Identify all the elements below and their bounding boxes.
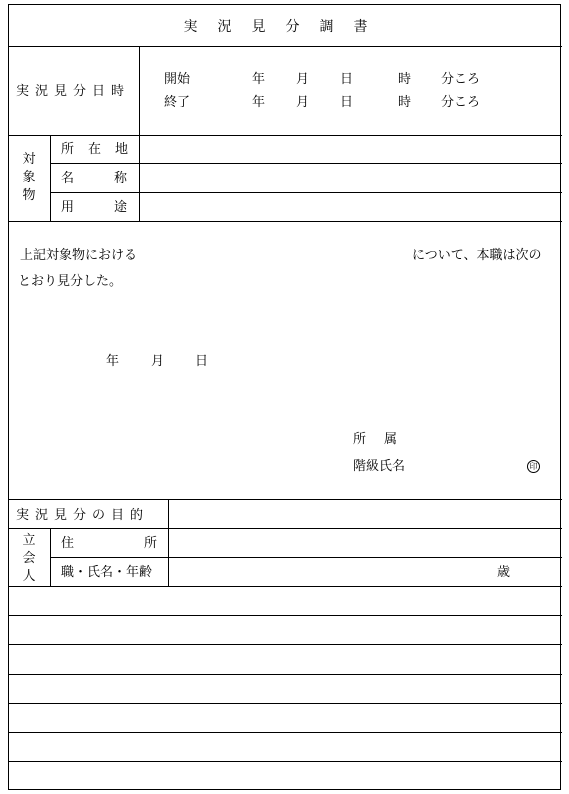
purpose-label: 実況見分の目的 xyxy=(16,508,150,523)
end-month-unit: 月 xyxy=(296,95,310,110)
end-label: 終了 xyxy=(164,95,191,110)
divider xyxy=(50,163,562,164)
end-minute-unit: 分ころ xyxy=(441,95,481,110)
start-day-unit: 日 xyxy=(340,72,354,87)
divider xyxy=(9,644,562,645)
start-minute-unit: 分ころ xyxy=(441,72,481,87)
document-frame xyxy=(8,4,561,790)
body-intro-line2: とおり見分した。 xyxy=(18,274,123,289)
start-year-unit: 年 xyxy=(252,72,266,87)
divider xyxy=(9,221,562,222)
divider xyxy=(50,557,562,558)
target-name-label: 名称 xyxy=(61,171,168,186)
document-title: 実況見分調書 xyxy=(183,19,388,35)
witness-job-name-age-label: 職・氏名・年齢 xyxy=(61,565,153,580)
witness-label: 立会人 xyxy=(22,533,36,584)
body-intro-a: 上記対象物における xyxy=(20,248,138,263)
divider xyxy=(9,586,562,587)
start-month-unit: 月 xyxy=(296,72,310,87)
end-day-unit: 日 xyxy=(340,95,354,110)
end-year-unit: 年 xyxy=(252,95,266,110)
target-label: 対象物 xyxy=(22,152,36,203)
rank-name-label: 階級氏名 xyxy=(353,459,406,474)
divider xyxy=(139,46,140,221)
divider xyxy=(9,761,562,762)
divider xyxy=(9,674,562,675)
body-month-unit: 月 xyxy=(151,354,165,369)
divider xyxy=(9,46,562,47)
divider xyxy=(50,528,51,586)
divider xyxy=(9,703,562,704)
divider xyxy=(9,732,562,733)
start-label: 開始 xyxy=(164,72,191,87)
divider xyxy=(50,192,562,193)
seal-mark: 印 xyxy=(527,460,540,473)
witness-age-unit: 歳 xyxy=(497,565,511,580)
end-hour-unit: 時 xyxy=(398,95,412,110)
witness-address-label: 住所 xyxy=(61,536,228,551)
divider xyxy=(9,499,562,500)
datetime-label: 実況見分日時 xyxy=(16,84,131,99)
affiliation-label: 所属 xyxy=(353,432,416,447)
body-year-unit: 年 xyxy=(106,354,120,369)
target-location-label: 所在地 xyxy=(61,142,143,157)
divider xyxy=(9,615,562,616)
divider xyxy=(50,135,51,221)
start-hour-unit: 時 xyxy=(398,72,412,87)
target-use-label: 用途 xyxy=(61,200,168,215)
divider xyxy=(9,135,562,136)
body-intro-b: について、本職は次の xyxy=(412,248,542,263)
body-day-unit: 日 xyxy=(195,354,209,369)
divider xyxy=(9,528,562,529)
